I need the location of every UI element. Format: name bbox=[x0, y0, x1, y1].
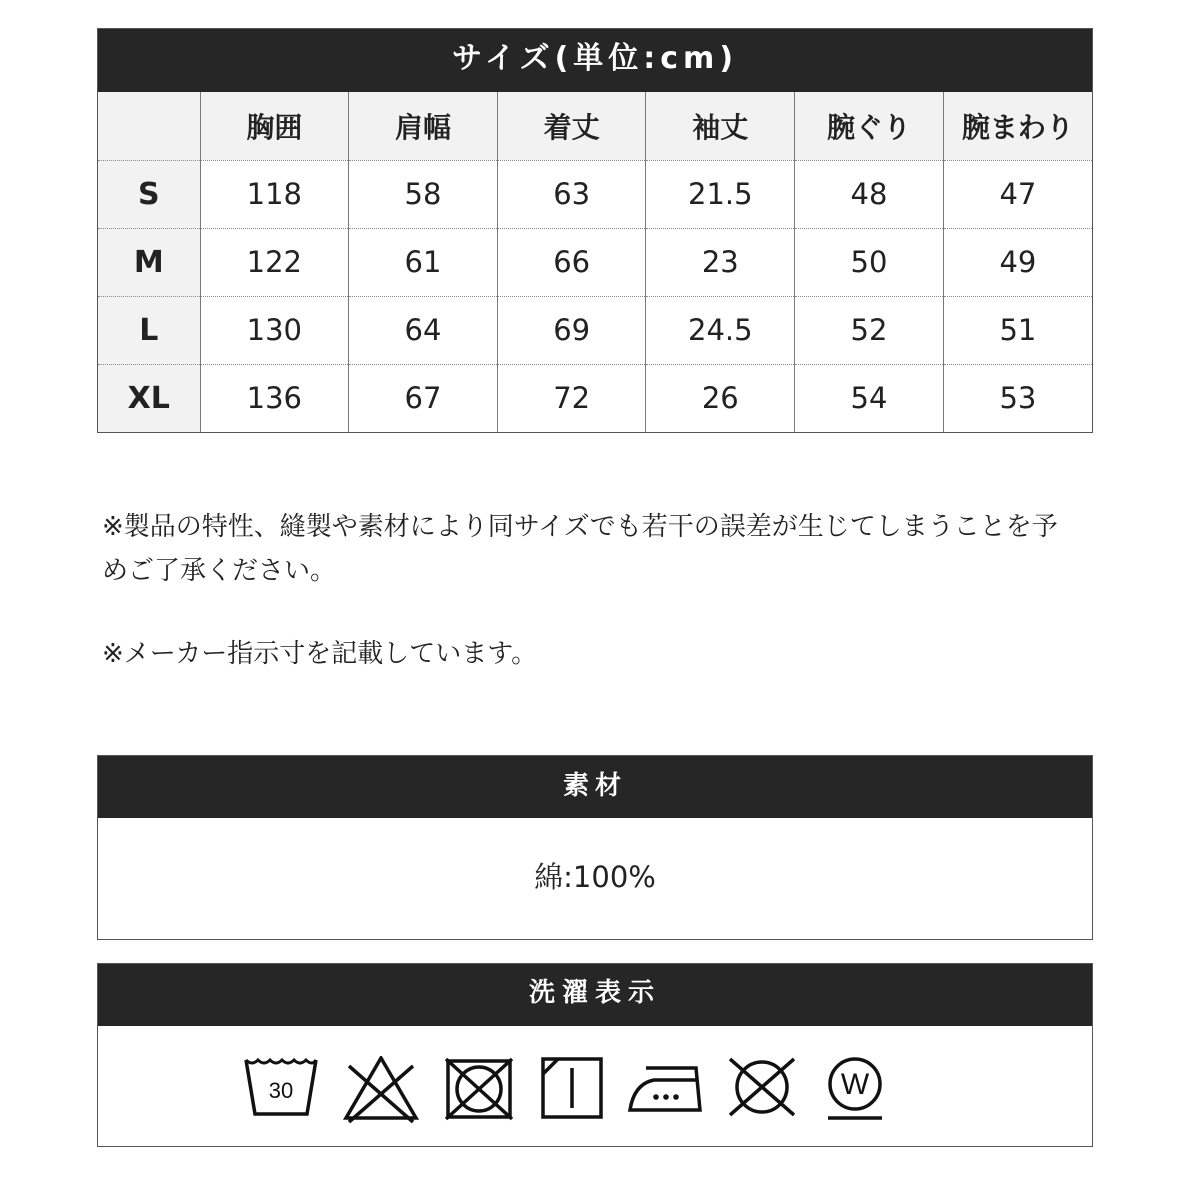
size-table bbox=[98, 92, 1092, 432]
table-cell: 61 bbox=[349, 228, 498, 296]
table-cell: 51 bbox=[943, 296, 1092, 364]
column-header-chest: 胸囲 bbox=[200, 92, 349, 160]
material-section bbox=[97, 755, 1093, 940]
table-row bbox=[98, 296, 1092, 364]
measurement-note-line2: めご了承ください。 bbox=[102, 556, 337, 586]
row-header-size: XL bbox=[98, 364, 200, 432]
care-title: 洗濯表示 bbox=[98, 964, 1092, 1026]
table-cell: 58 bbox=[349, 160, 498, 228]
iron-low-icon bbox=[626, 1056, 706, 1116]
table-cell: 64 bbox=[349, 296, 498, 364]
wet-clean-label: W bbox=[840, 1068, 870, 1101]
no-bleach-icon bbox=[343, 1056, 419, 1124]
row-header-size: L bbox=[98, 296, 200, 364]
table-cell: 26 bbox=[646, 364, 795, 432]
care-label-section bbox=[97, 963, 1093, 1147]
table-cell: 66 bbox=[497, 228, 646, 296]
table-row bbox=[98, 228, 1092, 296]
material-title: 素材 bbox=[98, 756, 1092, 818]
wash-temperature-label: 30 bbox=[268, 1078, 294, 1103]
care-icons bbox=[98, 1026, 1092, 1146]
table-cell: 24.5 bbox=[646, 296, 795, 364]
table-cell: 118 bbox=[200, 160, 349, 228]
table-cell: 50 bbox=[795, 228, 944, 296]
maker-size-note: ※メーカー指示寸を記載しています。 bbox=[102, 639, 538, 669]
size-table-header-row bbox=[98, 92, 1092, 160]
wet-clean-icon bbox=[824, 1056, 886, 1122]
row-header-size: M bbox=[98, 228, 200, 296]
no-dry-clean-icon bbox=[726, 1056, 798, 1118]
table-cell: 48 bbox=[795, 160, 944, 228]
size-table-corner bbox=[98, 92, 200, 160]
measurement-note bbox=[102, 505, 1102, 593]
column-header-length: 着丈 bbox=[497, 92, 646, 160]
table-cell: 63 bbox=[497, 160, 646, 228]
table-cell: 52 bbox=[795, 296, 944, 364]
table-cell: 122 bbox=[200, 228, 349, 296]
material-value: 綿:100% bbox=[534, 860, 656, 894]
size-table-section bbox=[97, 28, 1093, 433]
table-cell: 49 bbox=[943, 228, 1092, 296]
column-header-armhole: 腕ぐり bbox=[795, 92, 944, 160]
size-table-title: サイズ(単位:cm) bbox=[98, 29, 1092, 92]
table-cell: 72 bbox=[497, 364, 646, 432]
measurement-note-line1: ※製品の特性、縫製や素材により同サイズでも若干の誤差が生じてしまうことを予 bbox=[102, 512, 1058, 542]
table-cell: 136 bbox=[200, 364, 349, 432]
table-cell: 130 bbox=[200, 296, 349, 364]
table-cell: 53 bbox=[943, 364, 1092, 432]
table-row bbox=[98, 160, 1092, 228]
column-header-arm-circumference: 腕まわり bbox=[943, 92, 1092, 160]
table-row bbox=[98, 364, 1092, 432]
table-cell: 21.5 bbox=[646, 160, 795, 228]
table-cell: 67 bbox=[349, 364, 498, 432]
column-header-sleeve: 袖丈 bbox=[646, 92, 795, 160]
wash-30-icon bbox=[243, 1056, 319, 1118]
table-cell: 47 bbox=[943, 160, 1092, 228]
table-cell: 23 bbox=[646, 228, 795, 296]
table-cell: 54 bbox=[795, 364, 944, 432]
row-header-size: S bbox=[98, 160, 200, 228]
no-tumble-dry-icon bbox=[443, 1056, 515, 1122]
column-header-shoulder: 肩幅 bbox=[349, 92, 498, 160]
table-cell: 69 bbox=[497, 296, 646, 364]
hang-dry-icon bbox=[540, 1056, 604, 1120]
